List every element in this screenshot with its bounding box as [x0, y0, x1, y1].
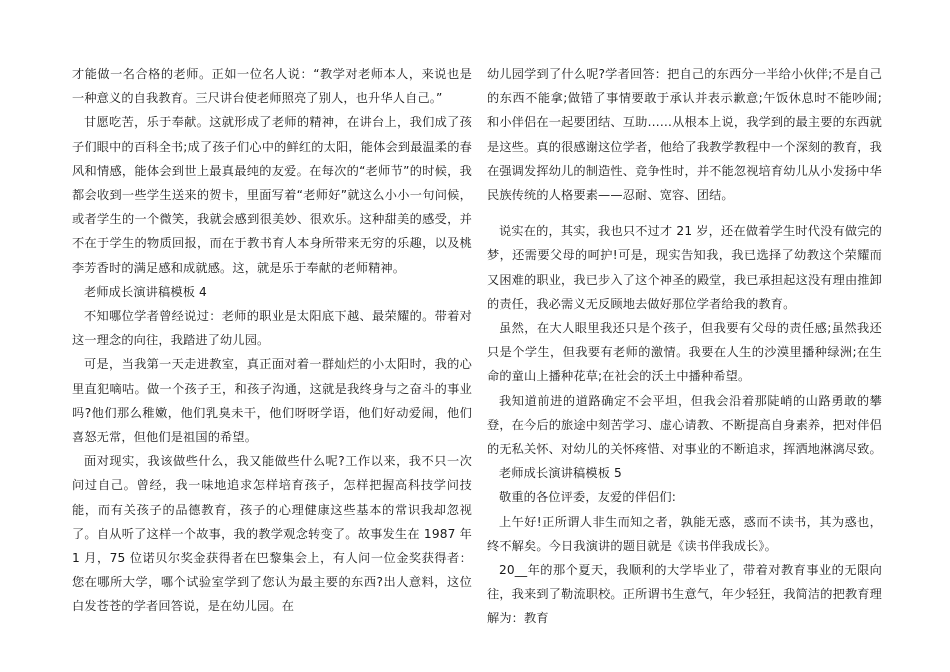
paragraph: 甘愿吃苦，乐于奉献。这就形成了老师的精神，在讲台上，我们成了孩子们眼中的百科全书;成了孩子们心中的鲜红的太阳，能体会到最温柔的春风和情感，能体会到世上最真最纯的友爱。在每次的“老师节”的时候，我都会收到一些学生送来的贺卡，里面写着“老师好”就这么小小一句问候，或者学生的一个微笑，我就会感到很美妙、很欢乐。这种甜美的感受，并不在于学生的物质回报，而在于教书育人本身所带来无穷的乐趣，以及桃李芳香时的满足感和成就感。这，就是乐于奉献的老师精神。 [72, 115, 472, 275]
paragraph: 虽然，在大人眼里我还只是个孩子，但我要有父母的责任感;虽然我还只是个学生，但我要有老师的激情。我要在人生的沙漠里播种绿洲;在生命的童山上播种花草;在社会的沃土中播种希望。 [487, 321, 882, 384]
paragraph: 我知道前进的道路确定不会平坦，但我会沿着那陡峭的山路勇敢的攀登，在今后的旅途中刻苦学习、虚心请教、不断提高自身素养，把对伴侣的无私关怀、对幼儿的关怀疼惜、对事业的不断追求，挥洒地淋漓尽致。 [487, 393, 882, 457]
section-heading: 老师成长演讲稿模板 4 [84, 284, 207, 299]
paragraph: 可是，当我第一天走进教室，真正面对着一群灿烂的小太阳时，我的心里直犯嘀咕。做一个孩子王，和孩子沟通，这就是我终身与之奋斗的事业吗?他们那么稚嫩，他们乳臭未干，他们呀呀学语，他们好动爱闹，他们喜怒无常，但他们是祖国的希望。 [72, 357, 472, 445]
paragraph: 20__年的那个夏天，我顺利的大学毕业了，带着对教育事业的无限向往，我来到了勒流职校。正所谓书生意气，年少轻狂，我简洁的把教育理解为：教育 [487, 563, 882, 626]
paragraph: 才能做一名合格的老师。正如一位名人说：“教学对老师本人，来说也是一种意义的自我教育。三尺讲台使老师照亮了别人，也升华人自己。” [72, 67, 472, 106]
paragraph: 面对现实，我该做些什么，我又能做些什么呢?工作以来，我不只一次问过自己。曾经，我一味地追求怎样培育孩子，怎样把握高科技学问技能，而有关孩子的品德教育，孩子的心理健康这些基本的常识我却忽视了。自从听了这样一个故事，我的教学观念转变了。故事发生在 1987 年 1 月，75 位诺贝尔奖金获得者在巴黎集会上，有人问一位金奖获得者：您在哪所大学，哪个试验室学到了您认为最主要的东西?出人意料，这位白发苍苍的学者回答说，是在幼儿园。在 [72, 454, 472, 614]
paragraph: 幼儿园学到了什么呢?学者回答：把自己的东西分一半给小伙伴;不是自己的东西不能拿;做错了事情要敢于承认并表示歉意;午饭休息时不能吵闹;和小伴侣在一起要团结、互助……从根本上说，我学到的最主要的东西就是这些。真的很感谢这位学者，他给了我教学教程中一个深刻的教育，我在强调发挥幼儿的制造性、竞争性时，并不能忽视培育幼儿从小发扬中华民族传统的人格要素——忍耐、宽容、团结。 [487, 67, 882, 203]
paragraph: 说实在的，其实，我也只不过才 21 岁，还在做着学生时代没有做完的梦，还需要父母的呵护!可是，现实告知我，我已选择了幼教这个荣耀而又困难的职业，我已步入了这个神圣的殿堂，我已承担起这没有理由推卸的责任，我必需义无反顾地去做好那位学者给我的教育。 [487, 224, 882, 311]
left-column [72, 62, 472, 619]
section-heading: 老师成长演讲稿模板 5 [499, 466, 622, 481]
paragraph: 上午好!正所谓人非生而知之者，孰能无惑，惑而不读书，其为惑也，终不解矣。今日我演讲的题目就是《读书伴我成长》。 [487, 514, 882, 553]
right-column [487, 62, 882, 631]
paragraph-gap [487, 207, 882, 219]
paragraph: 敬重的各位评委，友爱的伴侣们: [499, 490, 676, 505]
paragraph: 不知哪位学者曾经说过：老师的职业是太阳底下越、最荣耀的。带着对这一理念的向往，我踏进了幼儿园。 [72, 309, 472, 348]
